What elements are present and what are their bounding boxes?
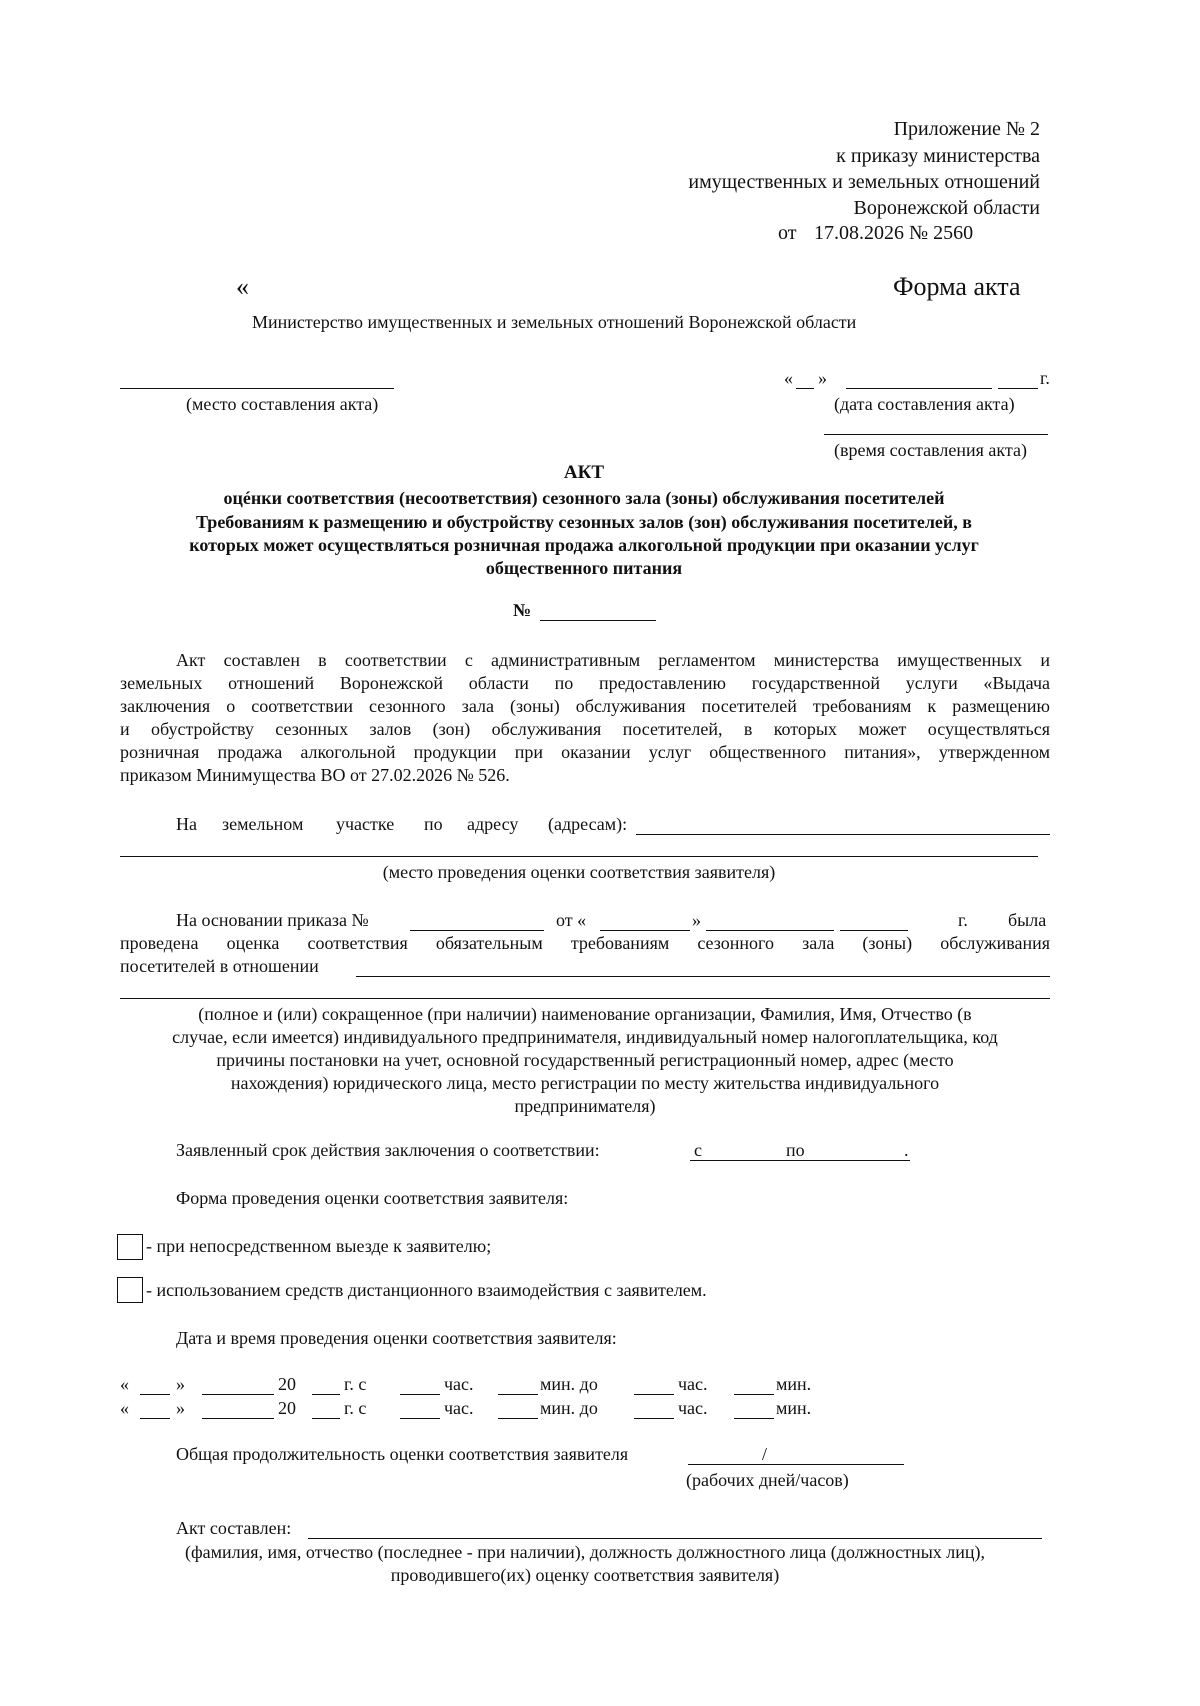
dt2-hour-label-2: час. (678, 1398, 708, 1418)
option-onsite-label: - при непосредственном выезде к заявителю; (146, 1236, 492, 1256)
order-year-line[interactable] (840, 930, 908, 931)
duration-caption: (рабочих дней/часов) (686, 1470, 849, 1490)
appendix-line-3: имущественных и земельных отношений (688, 171, 1040, 193)
subject-line-2[interactable] (120, 998, 1050, 999)
dt1-close-quote: » (176, 1374, 185, 1394)
dt1-min-to-label: мин. до (540, 1374, 598, 1394)
dt2-close-quote: » (176, 1398, 185, 1418)
duration-line[interactable] (688, 1464, 904, 1465)
subject-caption-2: случае, если имеется) индивидуального предпринимателя, индивидуальный номер налогоплательщика, код (172, 1027, 998, 1047)
form-title: Форма акта (893, 272, 1021, 301)
subject-caption-3: причины постановки на учет, основной государственный регистрационный номер, адрес (место (216, 1050, 954, 1070)
dt1-day-line[interactable] (140, 1394, 170, 1395)
land-word-6: (адресам): (548, 814, 628, 834)
dt2-hour-to-line[interactable] (634, 1418, 674, 1419)
subject-caption-5: предпринимателя) (514, 1096, 656, 1116)
composed-caption-1: (фамилия, имя, отчество (последнее - при наличии), должность должностного лица (должностных лиц), (184, 1542, 986, 1562)
paragraph-line-4: и обустройству сезонных залов (зон) обслуживания посетителей, в которых может осуществляться (120, 719, 1050, 739)
subject-caption-4: нахождения) юридического лица, место регистрации по месту жительства индивидуального (230, 1073, 940, 1093)
option-onsite-checkbox[interactable] (117, 1234, 143, 1260)
dt2-gs: г. с (344, 1398, 367, 1418)
composed-caption-2: проводившего(их) оценку соответствия заявителя) (390, 1565, 780, 1585)
order-close-quote: » (692, 910, 701, 930)
act-subtitle-1: оцéнки соответствия (несоответствия) сезонного зала (зоны) обслуживания посетителей (223, 488, 945, 508)
dt2-hour-label: час. (444, 1398, 474, 1418)
paragraph-line-2: земельных отношений Воронежской области по предоставлению государственной услуги «Выдача (120, 673, 1050, 693)
date-year-suffix: г. (1040, 368, 1050, 388)
order-number-line[interactable] (410, 930, 544, 931)
order-year-suffix: г. (958, 910, 968, 930)
land-caption: (место проведения оценки соответствия заявителя) (382, 862, 776, 882)
dt1-century: 20 (278, 1374, 296, 1394)
land-word-1: На (176, 814, 197, 834)
dt1-year-line[interactable] (312, 1394, 340, 1395)
date-caption: (дата составления акта) (834, 394, 1015, 414)
time-caption: (время составления акта) (834, 440, 1027, 460)
ministry-name: Министерство имущественных и земельных отношений Воронежской области (252, 312, 857, 332)
dt2-open-quote: « (120, 1398, 129, 1418)
date-year-line[interactable] (998, 388, 1038, 389)
dt1-min-from-line[interactable] (498, 1394, 538, 1395)
order-line-2: проведена оценка соответствия обязательным требованиям сезонного зала (зоны) обслуживания (120, 933, 1050, 953)
duration-label: Общая продолжительность оценки соответствия заявителя (176, 1444, 629, 1464)
dt2-hour-from-line[interactable] (400, 1418, 440, 1419)
validity-dot: . (904, 1140, 909, 1160)
land-address-line-2[interactable] (120, 856, 1038, 857)
option-remote-checkbox[interactable] (117, 1277, 143, 1303)
land-word-4: по (424, 814, 443, 834)
dt1-hour-label: час. (444, 1374, 474, 1394)
act-subtitle-3: которых может осуществляться розничная продажа алкогольной продукции при оказании услуг (189, 535, 979, 555)
validity-line[interactable] (690, 1160, 910, 1161)
validity-from: с (694, 1140, 702, 1160)
order-day-line[interactable] (600, 930, 690, 931)
appendix-line-4: Воронежской области (853, 197, 1040, 219)
land-word-2: земельном (222, 814, 304, 834)
dt1-open-quote: « (120, 1374, 129, 1394)
act-subtitle-4: общественного питания (485, 558, 683, 578)
appendix-number: Приложение № 2 (893, 118, 1040, 140)
order-label: На основании приказа № (176, 910, 369, 930)
date-month-line[interactable] (846, 388, 992, 389)
paragraph-line-1: Акт составлен в соответствии с административным регламентом министерства имущественных и (176, 650, 1050, 670)
appendix-date: 17.08.2026 № 2560 (814, 222, 974, 244)
composed-line[interactable] (308, 1538, 1042, 1539)
time-line[interactable] (824, 434, 1048, 435)
paragraph-line-3: заключения о соответствии сезонного зала (зоны) обслуживания посетителей требованиям к размещению (120, 696, 1050, 716)
dt1-hour-label-2: час. (678, 1374, 708, 1394)
dt2-month-line[interactable] (202, 1418, 274, 1419)
act-title: АКТ (563, 462, 605, 483)
dt2-century: 20 (278, 1398, 296, 1418)
order-was: была (1008, 910, 1047, 930)
validity-to: по (786, 1140, 805, 1160)
dt2-min-label: мин. (776, 1398, 812, 1418)
land-word-5: адресу (467, 814, 519, 834)
date-open-quote: « (784, 368, 793, 388)
appendix-line-2: к приказу министерства (836, 145, 1040, 167)
dt2-day-line[interactable] (140, 1418, 170, 1419)
dt2-year-line[interactable] (312, 1418, 340, 1419)
paragraph-line-5: розничная продажа алкогольной продукции при оказании услуг общественного питания», утвержденном (120, 742, 1050, 762)
date-day-line[interactable] (796, 388, 814, 389)
form-of-assessment-label: Форма проведения оценки соответствия заявителя: (176, 1188, 569, 1208)
place-caption: (место составления акта) (186, 394, 379, 414)
quote-mark: « (236, 272, 249, 301)
order-from: от « (556, 910, 587, 930)
land-word-3: участке (336, 814, 395, 834)
dt2-min-from-line[interactable] (498, 1418, 538, 1419)
dt1-hour-to-line[interactable] (634, 1394, 674, 1395)
dt1-gs: г. с (344, 1374, 367, 1394)
appendix-date-prefix: от (778, 222, 797, 244)
dt2-min-to-line[interactable] (734, 1418, 774, 1419)
datetime-label: Дата и время проведения оценки соответствия заявителя: (176, 1328, 617, 1348)
order-month-line[interactable] (706, 930, 834, 931)
act-number-label: № (513, 600, 532, 620)
dt1-month-line[interactable] (202, 1394, 274, 1395)
subject-line-1[interactable] (356, 976, 1050, 977)
dt1-min-to-line[interactable] (734, 1394, 774, 1395)
dt2-min-to-label: мин. до (540, 1398, 598, 1418)
duration-slash: / (762, 1444, 768, 1464)
order-line-3: посетителей в отношении (120, 956, 319, 976)
place-line[interactable] (120, 388, 394, 389)
dt1-hour-from-line[interactable] (400, 1394, 440, 1395)
land-address-line-1[interactable] (636, 834, 1050, 835)
paragraph-line-6: приказом Минимущества ВО от 27.02.2026 № 526. (120, 765, 510, 785)
composed-label: Акт составлен: (176, 1518, 292, 1538)
date-close-quote: » (818, 368, 827, 388)
option-remote-label: - использованием средств дистанционного взаимодействия с заявителем. (146, 1280, 707, 1300)
validity-label: Заявленный срок действия заключения о соответствии: (176, 1140, 600, 1160)
act-subtitle-2: Требованиям к размещению и обустройству сезонных залов (зон) обслуживания посетителей, в (195, 512, 973, 532)
dt1-min-label: мин. (776, 1374, 812, 1394)
subject-caption-1: (полное и (или) сокращенное (при наличии) наименование организации, Фамилия, Имя, Отчество (в (198, 1004, 972, 1024)
act-number-line[interactable] (540, 620, 656, 621)
